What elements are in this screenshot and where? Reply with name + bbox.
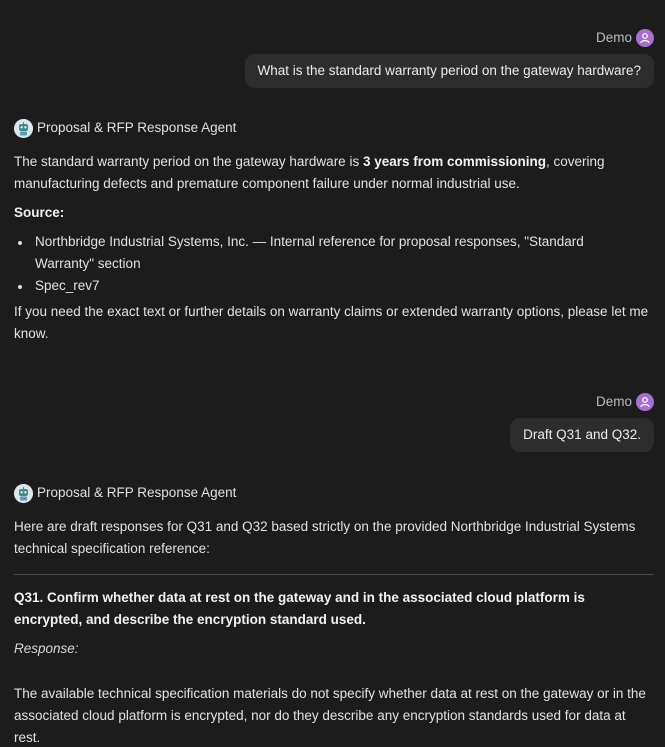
response-label: Response: (14, 641, 79, 656)
answer-text: The standard warranty period on the gateway hardware is (14, 154, 363, 169)
robot-icon (14, 119, 33, 138)
user-message (510, 392, 654, 452)
user-message-bubble: Draft Q31 and Q32. (510, 418, 654, 452)
list-item (14, 275, 614, 297)
robot-icon (14, 484, 33, 503)
person-icon (636, 29, 654, 47)
answer-text-continued: , covering manufacturing defects and premature component failure under normal industrial use. (14, 154, 605, 191)
question-heading: Q31. Confirm whether data at rest on the gateway and in the associated cloud platform is encrypted, and describe the encryption standard used. (14, 590, 585, 627)
source-text: Spec_rev7 (35, 278, 100, 293)
divider (14, 574, 654, 575)
sender-name: Demo (595, 394, 632, 409)
sender-name: Proposal & RFP Response Agent (37, 485, 237, 500)
user-message-header (596, 392, 654, 412)
agent-closing-paragraph: If you need the exact text or further details on warranty claims or extended warranty options, please let me know. (14, 304, 649, 341)
list-item (14, 231, 614, 275)
user-message (245, 28, 654, 88)
response-paragraph: The available technical specification materials do not specify whether data at rest on the gateway or in the associated cloud platform is encrypted, nor do they describe any encryption standards used for data at rest. (14, 686, 646, 745)
agent-intro-paragraph: Here are draft responses for Q31 and Q32 based strictly on the provided Northbridge Industrial Systems technical specification reference: (14, 519, 636, 556)
user-message-bubble: What is the standard warranty period on the gateway hardware? (245, 54, 654, 88)
agent-answer-paragraph (14, 151, 654, 195)
sender-name: Demo (595, 30, 632, 45)
source-list (14, 231, 614, 297)
source-label: Source: (14, 205, 65, 220)
agent-message-header (14, 483, 236, 503)
answer-highlight: 3 years from commissioning (362, 154, 547, 169)
sender-name: Proposal & RFP Response Agent (37, 120, 237, 135)
user-message-header (596, 28, 654, 48)
person-icon (636, 393, 654, 411)
source-text: Northbridge Industrial Systems, Inc. — Internal reference for proposal responses, "Standard Warranty" section (35, 234, 584, 271)
agent-message-header (14, 118, 236, 138)
